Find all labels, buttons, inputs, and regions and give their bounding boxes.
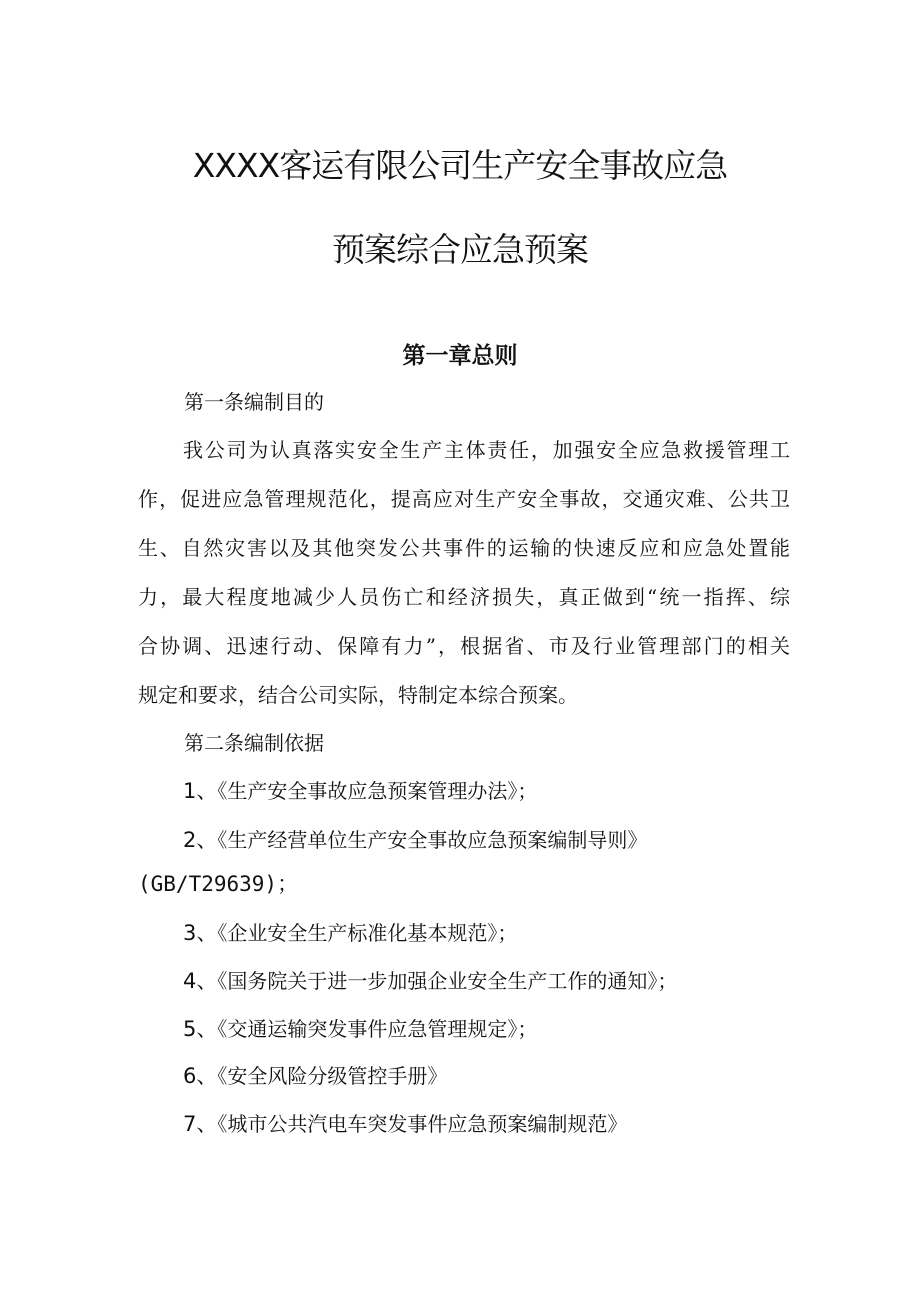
reference-list-item — [183, 781, 537, 802]
list-item-number: 3、 — [183, 921, 218, 945]
document-title-line-1: XXXX客运有限公司生产安全事故应急 — [192, 146, 728, 185]
article1-heading: 第一条编制目的 — [184, 390, 324, 414]
list-item-number: 2、 — [183, 828, 218, 852]
reference-list-item — [183, 1114, 627, 1135]
list-item-text: 《生产安全事故应急预案管理办法》； — [217, 779, 538, 803]
list-item-number: 5、 — [183, 1017, 218, 1041]
article2-heading: 第二条编制依据 — [184, 731, 324, 755]
list-item-text: 《国务院关于进一步加强企业安全生产工作的通知》； — [217, 969, 678, 993]
list-item-number: 6、 — [183, 1064, 218, 1088]
reference-list-item — [183, 923, 517, 944]
article1-paragraph-line: 规定和要求，结合公司实际，特制定本综合预案。 — [138, 683, 578, 707]
list-item-text: 《企业安全生产标准化基本规范》； — [217, 921, 518, 945]
reference-list-item — [183, 1019, 537, 1040]
list-item-continuation: (GB/T29639)； — [138, 872, 299, 896]
list-item-text: 《安全风险分级管控手册》 — [217, 1064, 448, 1088]
article1-paragraph-line: 作，促进应急管理规范化，提高应对生产安全事故，交通灾难、公共卫 — [138, 487, 790, 511]
list-item-number: 4、 — [183, 969, 218, 993]
list-item-text: 《交通运输突发事件应急管理规定》； — [217, 1017, 538, 1041]
list-item-number: 1、 — [183, 779, 218, 803]
list-item-text: 《生产经营单位生产安全事故应急预案编制导则》 — [217, 828, 648, 852]
article1-paragraph-line: 合协调、迅速行动、保障有力”，根据省、市及行业管理部门的相关 — [138, 634, 790, 658]
article1-paragraph-line: 生、自然灾害以及其他突发公共事件的运输的快速反应和应急处置能 — [138, 536, 790, 560]
reference-list-item — [183, 830, 647, 851]
list-item-text: 《城市公共汽电车突发事件应急预案编制规范》 — [217, 1112, 628, 1136]
reference-list-item — [183, 971, 677, 992]
list-item-number: 7、 — [183, 1112, 218, 1136]
reference-list-item — [183, 1066, 447, 1087]
article1-paragraph-line: 力，最大程度地减少人员伤亡和经济损失，真正做到“统一指挥、综 — [138, 585, 790, 609]
article1-paragraph-line: 我公司为认真落实安全生产主体责任，加强安全应急救援管理工 — [183, 438, 790, 462]
document-title-line-2: 预案综合应急预案 — [332, 230, 588, 269]
chapter-heading: 第一章总则 — [402, 343, 518, 369]
